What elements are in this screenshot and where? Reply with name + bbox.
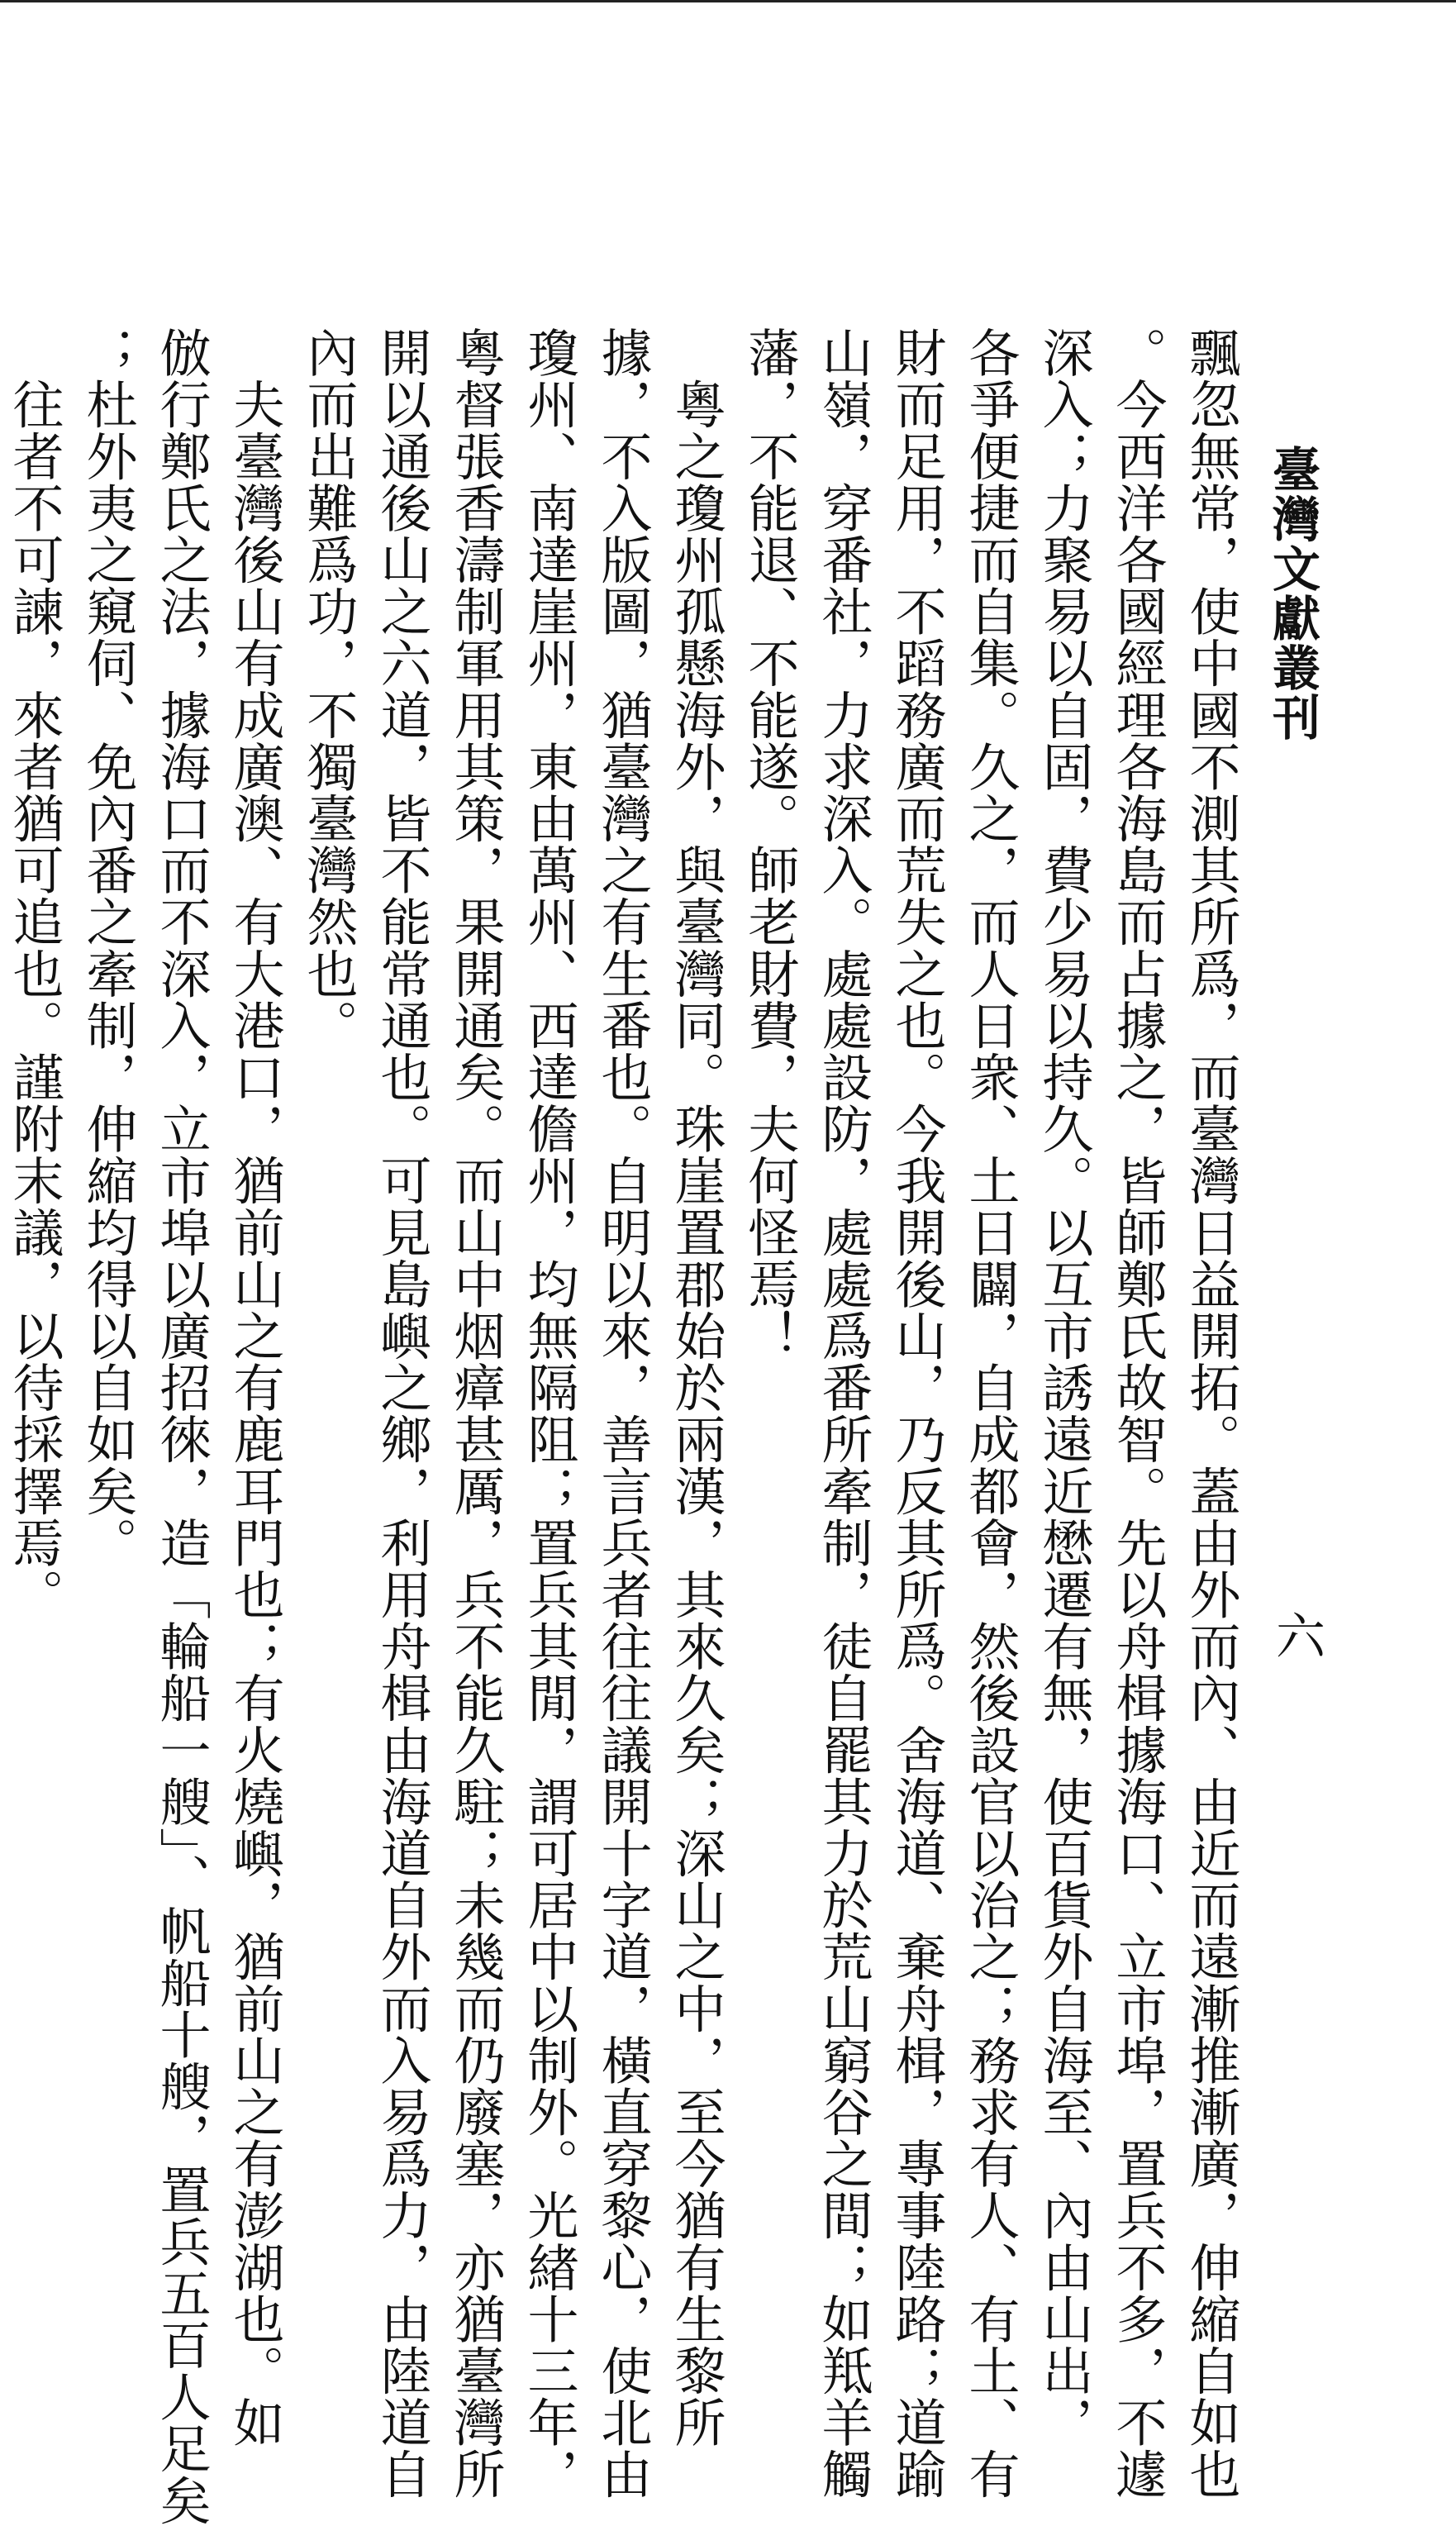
page-number: 六 [1268, 1610, 1325, 1660]
running-header-title: 臺灣文獻叢刊 [1264, 445, 1320, 742]
paragraph-3: 夫臺灣後山有成廣澳、有大港口，猶前山之有鹿耳門也；有火燒嶼，猶前山之有澎湖也。如 倣行鄭氏之法，據海口而不深入，立市埠以廣招徠，造「輪船一艘」、帆船十艘，置兵五百人足矣 ；杜外夷之窺伺、免內番之牽制，伸縮均得以自如矣。 [78, 326, 285, 2526]
top-border-line [0, 0, 1456, 2]
paragraph-4: 往者不可諫，來者猶可追也。謹附末議，以待採擇焉。 [4, 326, 64, 1620]
paragraph-2: 粵之瓊州孤懸海外，與臺灣同。珠崖置郡始於兩漢，其來久矣；深山之中，至今猶有生黎所 據，不入版圖，猶臺灣之有生番也。自明以來，善言兵者往往議開十字道，橫直穿黎心，使北由 瓊州、南達崖州，東由萬州、西達儋州，均無隔阻；置兵其閒，謂可居中以制外。光緖十三年， 粵督張香濤制軍用其策，果開通矣。而山中烟瘴甚厲，兵不能久駐；未幾而仍廢塞，亦猶臺灣所 開以通後山之六道，皆不能常通也。可見島嶼之鄉，利用舟楫由海道自外而入易爲力，由陸道自 內而出難爲功，不獨臺灣然也。 [298, 326, 726, 2500]
vertical-text-body [4, 326, 1248, 2526]
paragraph-1: 飄忽無常，使中國不測其所爲，而臺灣日益開拓。蓋由外而內、由近而遠漸推漸廣，伸縮自如也 。今西洋各國經理各海島而占據之，皆師鄭氏故智。先以舟楫據海口、立市埠，置兵不多，不遽 深入；力聚易以自固，費少易以持久。以互市誘遠近懋遷有無，使百貨外自海至、內由山出， 各爭便捷而自集。久之，而人日衆、土日闢，自成都會，然後設官以治之；務求有人、有土、有 財而足用，不蹈務廣而荒失之也。今我開後山，乃反其所爲。舍海道、棄舟楫，專事陸路；道踰 山嶺，穿番社，力求深入。處處設防，處處爲番所牽制，徒自罷其力於荒山窮谷之間；如羝羊觸 藩，不能退、不能遂。師老財費，夫何怪焉！ [740, 326, 1241, 2500]
